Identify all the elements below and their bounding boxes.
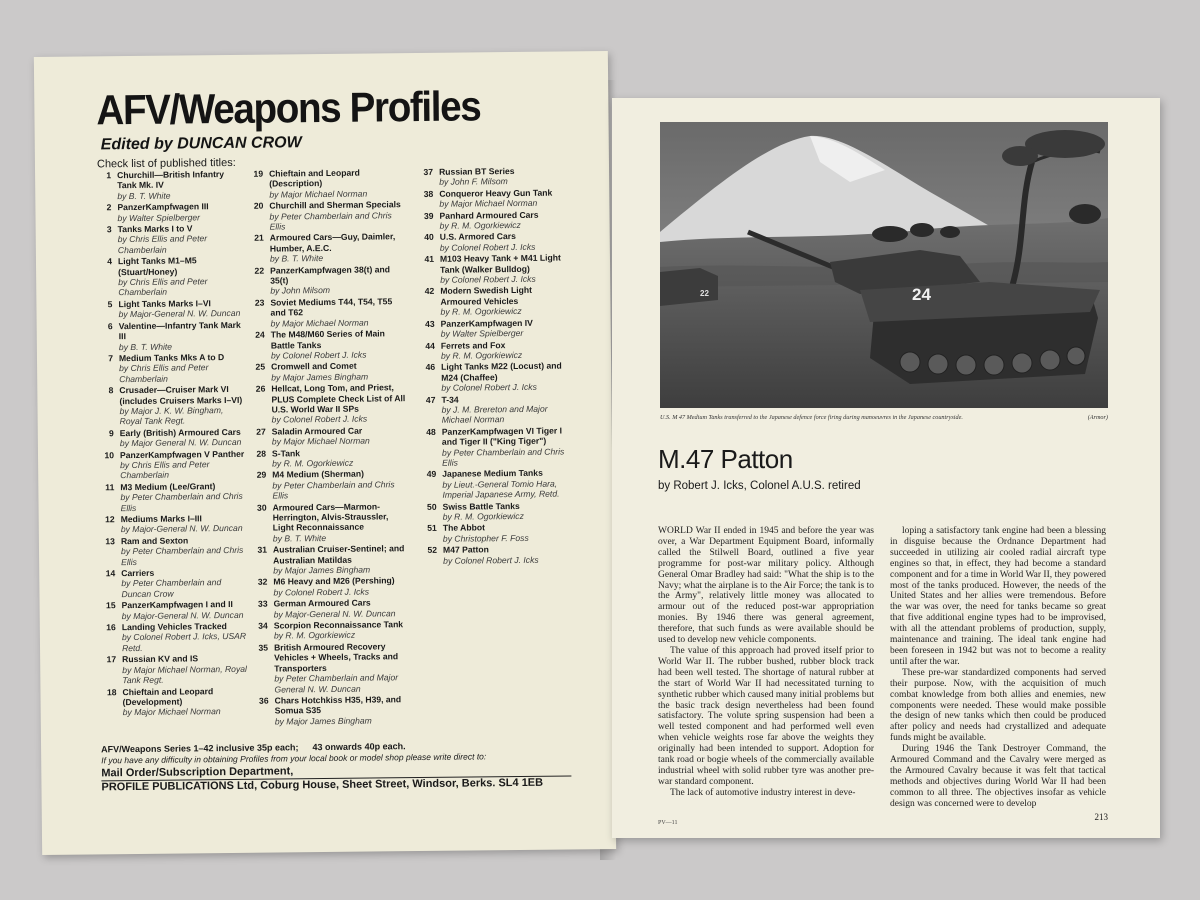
entry-title: PanzerKampfwagen III — [117, 201, 209, 213]
entry-author: by B. T. White — [272, 532, 327, 544]
checklist-entry — [98, 448, 246, 481]
help-text: If you have any difficulty in obtaining Profiles from your local book or model shop please write direct to: — [101, 751, 487, 766]
entry-number: 17 — [106, 654, 117, 665]
entry-number: 21 — [254, 233, 264, 244]
checklist-entry — [96, 298, 244, 320]
entry-title: Australian Cruiser-Sentinel; and Australian Matildas — [272, 543, 405, 566]
entry-author: by J. M. Brereton and Major Michael Norman — [441, 403, 548, 426]
checklist-entry — [418, 285, 568, 318]
right-page — [612, 98, 1160, 838]
entry-author: by Lieut.-General Tomio Hara, Imperial Japanese Army, Retd. — [442, 478, 560, 500]
checklist-entry — [251, 576, 409, 598]
entry-number: 39 — [423, 210, 434, 221]
entry-title: Swiss Battle Tanks — [442, 500, 520, 512]
entry-title: German Armoured Cars — [273, 597, 371, 609]
entry-number: 50 — [426, 501, 437, 512]
entry-author: by Major James Bingham — [273, 564, 371, 576]
checklist-entry — [248, 296, 406, 329]
entry-title: M103 Heavy Tank + M41 Light Tank (Walker Bulldog) — [439, 252, 561, 275]
checklist-entry — [421, 500, 571, 522]
checklist-entry — [252, 597, 410, 619]
checklist-entry — [249, 328, 407, 361]
entry-title: Churchill—British Infantry Tank Mk. IV — [117, 169, 225, 191]
entry-number: 52 — [427, 545, 438, 556]
checklist-entry — [418, 231, 568, 253]
publisher-address: PROFILE PUBLICATIONS Ltd, Coburg House, Sheet Street, Windsor, Berks. SL4 1EB — [101, 775, 571, 793]
checklist-entry — [419, 393, 569, 426]
checklist-entry — [421, 544, 571, 566]
entry-title: PanzerKampfwagen IV — [440, 317, 533, 329]
caption-text: U.S. M 47 Medium Tanks transferred to the Japanese defence force firing during manoeuvres in the Japanese countryside. — [660, 414, 963, 421]
entry-author: by Colonel Robert J. Icks — [270, 349, 367, 361]
entry-number: 14 — [105, 568, 116, 579]
entry-number: 6 — [107, 320, 113, 331]
entry-title: The M48/M60 Series of Main Battle Tanks — [270, 328, 385, 351]
entry-number: 10 — [104, 449, 115, 460]
entry-author: by Major Michael Norman, Royal Tank Regt. — [122, 663, 247, 686]
checklist-entry — [420, 425, 570, 468]
entry-number: 4 — [107, 256, 113, 267]
entry-title: Valentine—Infantry Tank Mark III — [118, 319, 241, 342]
entry-title: Landing Vehicles Tracked — [121, 621, 227, 633]
entry-author: by Peter Chamberlain and Chris Ellis — [269, 209, 392, 232]
entry-number: 29 — [256, 469, 267, 481]
entry-number: 44 — [425, 340, 435, 351]
entry-author: by Colonel Robert J. Icks — [441, 381, 537, 393]
tank-number: 24 — [912, 285, 931, 304]
checklist-entry — [417, 187, 567, 209]
checklist-entry — [247, 167, 405, 200]
checklist-entry — [417, 165, 567, 187]
entry-number: 30 — [256, 502, 267, 513]
entry-number: 51 — [427, 523, 437, 534]
entry-title: S-Tank — [271, 447, 301, 459]
checklist-entry — [252, 641, 411, 695]
article-paragraph: WORLD War II ended in 1945 and before the year was over, a War Department Equipment Board, informally called the Stilwell Board, outlined a five year programme for post-war military policy. Although General Omar Bradley had said: "What the ship is to the Navy; what the airplane is to the Air Force; the tank is to the Army", relatively little money was allocated to armour out of the reduced post-war appropriation monies. By 1946 there was general agreement, therefore, that such funds as were available should be used to develop new vehicle components. — [658, 526, 874, 646]
checklist-entry — [100, 599, 248, 621]
checklist-entry — [248, 264, 406, 297]
entry-number: 19 — [253, 168, 264, 179]
tank-photo — [660, 122, 1108, 408]
checklist-column-2 — [247, 167, 411, 728]
entry-title: Chieftain and Leopard (Description) — [269, 167, 360, 189]
entry-author: by Peter Chamberlain and Duncan Crow — [121, 577, 222, 599]
article-byline: by Robert J. Icks, Colonel A.U.S. retired — [658, 480, 861, 492]
entry-number: 25 — [255, 361, 266, 373]
entry-author: by Colonel Robert J. Icks — [273, 586, 370, 598]
photo-caption — [660, 414, 1108, 421]
entry-number: 31 — [257, 544, 268, 555]
entry-author: by Colonel Robert J. Icks — [440, 273, 536, 285]
second-tank-number: 22 — [700, 289, 709, 298]
entry-number: 23 — [254, 297, 265, 308]
entry-author: by Peter Chamberlain and Major General N. W. Duncan — [274, 672, 399, 695]
checklist-entry — [247, 199, 405, 232]
entry-author: by Chris Ellis and Peter Chamberlain — [120, 459, 210, 481]
entry-author: by Major Michael Norman — [439, 197, 538, 210]
entry-number: 15 — [105, 600, 116, 611]
entry-number: 12 — [105, 514, 115, 525]
entry-author: by Colonel Robert J. Icks, USAR Retd. — [121, 631, 247, 654]
entry-number: 7 — [108, 353, 114, 364]
second-tank-silhouette — [660, 268, 718, 306]
checklist-entry — [420, 468, 570, 501]
article-paragraph: During 1946 the Tank Destroyer Command, the Armoured Command and the Cavalry were merged as the Armoured Cavalry because it was felt that tactical methods and objectives during World War II had been common to all three. The objectives insofar as vehicle design was concerned were to develop — [890, 744, 1106, 809]
mail-order-dept: Mail Order/Subscription Department, — [101, 765, 294, 780]
entry-title: Light Tanks M1–M5 (Stuart/Honey) — [117, 255, 197, 277]
entry-author: by Colonel Robert J. Icks — [439, 241, 536, 253]
checklist-entry — [97, 352, 245, 385]
entry-author: by Chris Ellis and Peter Chamberlain — [118, 276, 208, 298]
entry-title: M3 Medium (Lee/Grant) — [120, 480, 216, 492]
entry-author: by Walter Spielberger — [440, 328, 524, 339]
entry-title: Hellcat, Long Tom, and Priest, PLUS Complete Check List of All U.S. World War II SPs — [271, 382, 406, 415]
entry-title: Conqueror Heavy Gun Tank — [439, 187, 553, 199]
entry-author: by Walter Spielberger — [117, 211, 201, 223]
entry-author: by Major James Bingham — [274, 715, 372, 727]
entry-author: by John F. Milsom — [439, 176, 508, 188]
checklist-entry — [248, 232, 406, 265]
checklist-entry — [97, 320, 245, 353]
checklist-entry — [98, 481, 246, 514]
checklist-entry — [249, 360, 407, 382]
entry-number: 20 — [253, 200, 264, 211]
entry-number: 32 — [257, 577, 268, 588]
entry-title: M4 Medium (Sherman) — [272, 468, 364, 480]
entry-author: by Peter Chamberlain and Chris Ellis — [120, 545, 244, 567]
entry-author: by Major-General N. W. Duncan — [121, 609, 244, 621]
entry-title: Armoured Cars—Marmon-Herrington, Alvis-Straussler, Light Reconnaissance — [272, 501, 389, 533]
entry-author: by Christopher F. Foss — [442, 532, 529, 544]
entry-author: by Chris Ellis and Peter Chamberlain — [117, 233, 208, 256]
entry-number: 8 — [108, 385, 114, 396]
entry-author: by B. T. White — [117, 190, 171, 201]
tank-photo-image — [660, 122, 1108, 408]
checklist-entry — [97, 384, 245, 427]
checklist-entry — [98, 427, 246, 449]
entry-title: Chieftain and Leopard (Development) — [122, 685, 214, 708]
checklist-entry — [252, 619, 410, 641]
checklist-entry — [417, 209, 567, 231]
series-title: AFV/Weapons Profiles — [96, 82, 481, 134]
entry-number: 49 — [426, 469, 437, 480]
entry-number: 34 — [258, 620, 268, 631]
entry-author: by B. T. White — [118, 341, 173, 352]
entry-title: PanzerKampfwagen VI Tiger I and Tiger II ("King Tiger") — [441, 425, 563, 447]
checklist-entry — [100, 621, 248, 654]
article-paragraph: The value of this approach had proved itself prior to World War II. The rubber bushed, rubber block track had been well tested. The shortage of natural rubber at the start of World War II had necessitated turning to synthetic rubber which caused many initial problems but the basic track design nevertheless had been found satisfactory. The volute spring suspension had been a well tested component and had performed well even when vehicle weights rose far above the weights they originally had been intended to support. Adoption for tank road or bogie wheels of the commercially available industrial wheel with solid rubber tyre was another pre-war standard component. — [658, 645, 874, 787]
entry-title: Mediums Marks I–III — [120, 513, 202, 525]
editor-credit: Edited by DUNCAN CROW — [100, 134, 302, 154]
folio-code: PV—11 — [658, 820, 678, 826]
entry-title: T-34 — [441, 394, 459, 405]
checklist-entry — [250, 469, 408, 502]
entry-number: 22 — [254, 265, 265, 276]
entry-author: by Major Michael Norman — [270, 317, 369, 329]
checklist-entry — [100, 653, 248, 686]
article-paragraph: loping a satisfactory tank engine had been a blessing in disguise because the Ordnance Department had succeeded in utilizing air cooled radial aircraft type engines so that, in effect, they had become a standard component and for a time in World War II, they powered most of the tanks produced. However, the needs of the United States and her allies were tremendous. Before the war was over, the need for tanks became so great that five additional engine types had to be improvised, with all the attendant problems of production, supply, maintenance and training. The ideal tank engine had been foreseen in 1942 but was not to become a reality until after the war. — [890, 526, 1106, 667]
entry-title: Medium Tanks Mks A to D — [118, 351, 225, 364]
entry-title: Japanese Medium Tanks — [442, 468, 543, 480]
checklist-entry — [99, 513, 247, 535]
entry-number: 38 — [423, 188, 434, 199]
entry-author: by R. M. Ogorkiewicz — [273, 630, 356, 642]
entry-author: by Major-General N. W. Duncan — [120, 523, 243, 535]
checklist-entry — [419, 339, 569, 361]
entry-number: 42 — [424, 286, 435, 297]
article-column-1 — [658, 526, 874, 799]
entry-author: by R. M. Ogorkiewicz — [440, 349, 523, 361]
checklist-entry — [95, 201, 243, 223]
entry-number: 35 — [258, 642, 269, 653]
checklist-entry — [249, 382, 407, 425]
entry-title: Saladin Armoured Car — [271, 425, 363, 437]
checklist-entry — [99, 567, 247, 600]
price-series-1-42: AFV/Weapons Series 1–42 inclusive 35p each; — [101, 742, 299, 755]
checklist-heading: Check list of published titles: — [96, 156, 236, 171]
entry-title: Scorpion Reconnaissance Tank — [273, 619, 404, 631]
entry-title: Early (British) Armoured Cars — [119, 426, 241, 438]
entry-author: by Major J. K. W. Bingham, Royal Tank Regt. — [119, 404, 224, 427]
checklist-entry — [99, 535, 247, 568]
entry-author: by Peter Chamberlain and Chris Ellis — [120, 491, 243, 513]
entry-number: 5 — [107, 299, 113, 310]
entry-title: Armoured Cars—Guy, Daimler, Humber, A.E.C. — [269, 231, 396, 254]
entry-number: 33 — [257, 598, 268, 609]
entry-number: 2 — [106, 202, 112, 213]
photo-credit: (Armor) — [1087, 414, 1108, 421]
entry-title: M47 Patton — [442, 544, 489, 555]
entry-title: The Abbot — [442, 522, 486, 534]
entry-author: by Major James Bingham — [271, 371, 369, 383]
entry-title: Ferrets and Fox — [440, 339, 506, 351]
entry-title: Soviet Mediums T44, T54, T55 and T62 — [270, 296, 393, 318]
entry-number: 46 — [425, 362, 436, 373]
entry-author: by Major Michael Norman — [269, 188, 368, 200]
entry-title: Panhard Armoured Cars — [439, 209, 539, 221]
entry-author: by R. M. Ogorkiewicz — [272, 457, 354, 469]
checklist-entry — [419, 317, 569, 339]
entry-number: 43 — [425, 318, 435, 329]
entry-author: by Major Michael Norman — [271, 435, 370, 447]
article-column-2 — [890, 526, 1106, 810]
entry-number: 40 — [424, 232, 434, 243]
entry-number: 24 — [255, 329, 265, 340]
entry-number: 48 — [426, 426, 436, 437]
entry-author: by R. M. Ogorkiewicz — [439, 219, 521, 231]
page-number: 213 — [1094, 812, 1108, 822]
entry-number: 47 — [425, 394, 436, 405]
entry-author: by Colonel Robert J. Icks — [271, 413, 368, 425]
entry-author: by R. M. Ogorkiewicz — [440, 306, 522, 318]
entry-number: 37 — [423, 166, 434, 177]
entry-number: 26 — [255, 383, 266, 394]
checklist-entry — [251, 543, 409, 576]
checklist-entry — [419, 361, 569, 394]
checklist-entry — [95, 169, 243, 202]
entry-number: 27 — [256, 426, 266, 437]
entry-title: Tanks Marks I to V — [117, 223, 193, 235]
entry-author: by John Milsom — [270, 285, 331, 297]
entry-title: Light Tanks M22 (Locust) and M24 (Chaffee) — [441, 360, 562, 383]
article-paragraph: The lack of automotive industry interest in deve- — [670, 787, 856, 798]
entry-author: by Colonel Robert J. Icks — [443, 554, 539, 566]
left-page — [34, 51, 616, 855]
checklist-entry — [421, 522, 571, 544]
entry-author: by Major-General N. W. Duncan — [273, 607, 396, 620]
order-footer — [101, 739, 571, 793]
entry-title: U.S. Armored Cars — [439, 231, 516, 243]
entry-number: 16 — [106, 622, 116, 633]
checklist-column-3 — [417, 165, 571, 567]
entry-title: Carriers — [121, 567, 155, 579]
entry-number: 36 — [258, 695, 269, 706]
entry-title: British Armoured Recovery Vehicles + Wheels, Tracks and Transporters — [273, 641, 399, 674]
entry-number: 1 — [106, 170, 112, 181]
entry-title: Light Tanks Marks I–VI — [118, 298, 211, 310]
checklist-entry — [96, 223, 244, 256]
entry-number: 3 — [106, 224, 112, 235]
entry-title: Modern Swedish Light Armoured Vehicles — [440, 285, 533, 307]
entry-number: 9 — [108, 427, 114, 439]
checklist-entry — [96, 255, 244, 298]
checklist-entry — [250, 447, 408, 469]
entry-number: 28 — [256, 448, 267, 459]
entry-title: Russian BT Series — [439, 166, 515, 177]
checklist-column-1 — [95, 169, 249, 719]
checklist-entry — [418, 253, 568, 286]
article-paragraph: These pre-war standardized components had served their purpose. Now, with the acquisition of much combat knowledge from both allies and enemies, new components were needed. These would make possible the design of new tanks which then could be produced after policy and needs had crystallized and adequate funds might be available. — [890, 667, 1106, 744]
entry-author: by B. T. White — [269, 253, 324, 264]
entry-title: Cromwell and Comet — [271, 360, 357, 372]
article-title: M.47 Patton — [658, 444, 793, 474]
entry-author: by Peter Chamberlain and Chris Ellis — [272, 479, 395, 501]
entry-author: by Major-General N. W. Duncan — [118, 308, 241, 320]
entry-number: 13 — [105, 536, 115, 547]
entry-title: Chars Hotchkiss H35, H39, and Somua S35 — [274, 694, 402, 716]
checklist-entry — [253, 694, 411, 727]
entry-title: PanzerKampfwagen 38(t) and 35(t) — [270, 263, 390, 286]
entry-author: by Major Michael Norman — [122, 706, 221, 718]
entry-number: 11 — [105, 481, 115, 493]
entry-title: Russian KV and IS — [122, 653, 199, 665]
entry-title: PanzerKampfwagen V Panther — [119, 448, 245, 460]
checklist-entry — [251, 501, 409, 544]
entry-author: by R. M. Ogorkiewicz — [442, 510, 524, 522]
entry-title: Crusader—Cruiser Mark VI (includes Cruisers Marks I–VI) — [119, 384, 243, 406]
entry-author: by Peter Chamberlain and Chris Ellis — [441, 446, 565, 468]
entry-number: 41 — [424, 254, 435, 265]
price-series-43-on: 43 onwards 40p each. — [312, 741, 406, 753]
checklist-entry — [100, 685, 248, 718]
entry-author: by Chris Ellis and Peter Chamberlain — [119, 362, 209, 384]
entry-title: Ram and Sexton — [120, 535, 189, 546]
checklist-entry — [250, 425, 408, 447]
entry-title: Churchill and Sherman Specials — [269, 199, 401, 211]
entry-title: M6 Heavy and M26 (Pershing) — [273, 575, 395, 587]
entry-author: by Major General N. W. Duncan — [119, 437, 242, 449]
entry-title: PanzerKampfwagen I and II — [121, 599, 233, 611]
entry-number: 18 — [106, 686, 117, 697]
